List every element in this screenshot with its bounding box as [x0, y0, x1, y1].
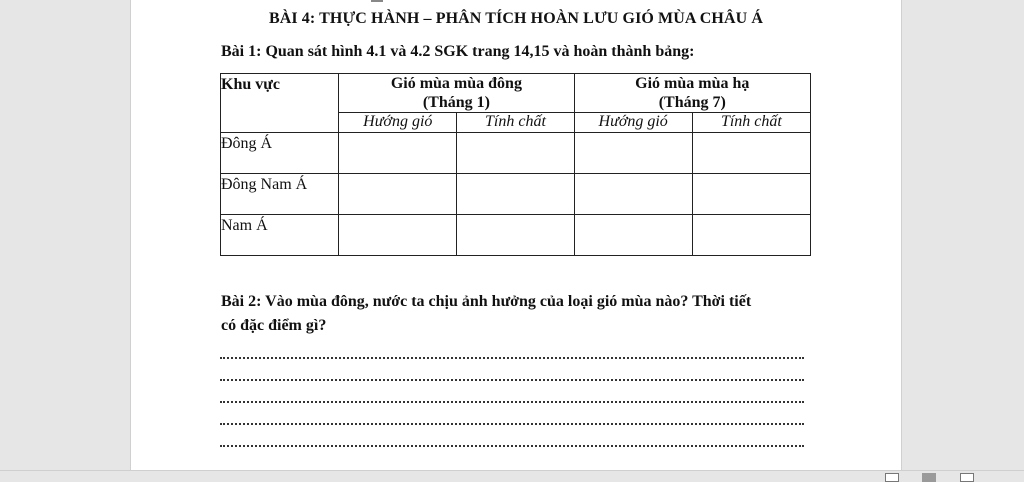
answer-cell[interactable]: [339, 174, 457, 215]
subheader-winter-property: Tính chất: [457, 113, 574, 133]
answer-cell[interactable]: [457, 215, 574, 256]
table-row: [221, 133, 811, 174]
summer-month: (Tháng 7): [658, 94, 726, 111]
answer-cell[interactable]: [339, 215, 457, 256]
answer-line[interactable]: [220, 444, 804, 447]
table-row: [221, 174, 811, 215]
exercise-1-prompt: Bài 1: Quan sát hình 4.1 và 4.2 SGK trang 14,15 và hoàn thành bảng:: [221, 43, 695, 60]
region-cell: Nam Á: [221, 215, 339, 256]
answer-cell[interactable]: [692, 174, 810, 215]
summer-label: Gió mùa mùa hạ: [635, 75, 750, 92]
status-bar: [0, 470, 1024, 482]
table-row: [221, 215, 811, 256]
answer-cell[interactable]: [457, 133, 574, 174]
answer-cell[interactable]: [574, 215, 692, 256]
answer-cell[interactable]: [457, 174, 574, 215]
answer-cell[interactable]: [339, 133, 457, 174]
answer-line[interactable]: [220, 378, 804, 381]
answer-line[interactable]: [220, 422, 804, 425]
exercise-2-line-1: Bài 2: Vào mùa đông, nước ta chịu ảnh hưởng của loại gió mùa nào? Thời tiết: [221, 293, 752, 310]
subheader-summer-direction: Hướng gió: [574, 113, 692, 133]
region-cell: Đông Á: [221, 133, 339, 174]
table-header-region: Khu vực: [221, 74, 339, 133]
document-page: [130, 0, 902, 470]
answer-cell[interactable]: [692, 215, 810, 256]
answer-cell[interactable]: [574, 174, 692, 215]
wind-table: [220, 73, 811, 256]
winter-month: (Tháng 1): [422, 94, 490, 111]
subheader-summer-property: Tính chất: [692, 113, 810, 133]
table-header-summer: [574, 74, 810, 113]
subheader-winter-direction: Hướng gió: [339, 113, 457, 133]
answer-line[interactable]: [220, 400, 804, 403]
answer-line[interactable]: [220, 356, 804, 359]
answer-cell[interactable]: [692, 133, 810, 174]
page-margin-mark: [371, 0, 383, 2]
winter-label: Gió mùa mùa đông: [390, 75, 522, 92]
exercise-2-line-2: có đặc điểm gì?: [221, 317, 327, 334]
exercise-2-prompt: [221, 290, 821, 338]
table-header-winter: [339, 74, 574, 113]
region-cell: Đông Nam Á: [221, 174, 339, 215]
answer-cell[interactable]: [574, 133, 692, 174]
page-title: BÀI 4: THỰC HÀNH – PHÂN TÍCH HOÀN LƯU GIÓ MÙA CHÂU Á: [268, 10, 764, 27]
